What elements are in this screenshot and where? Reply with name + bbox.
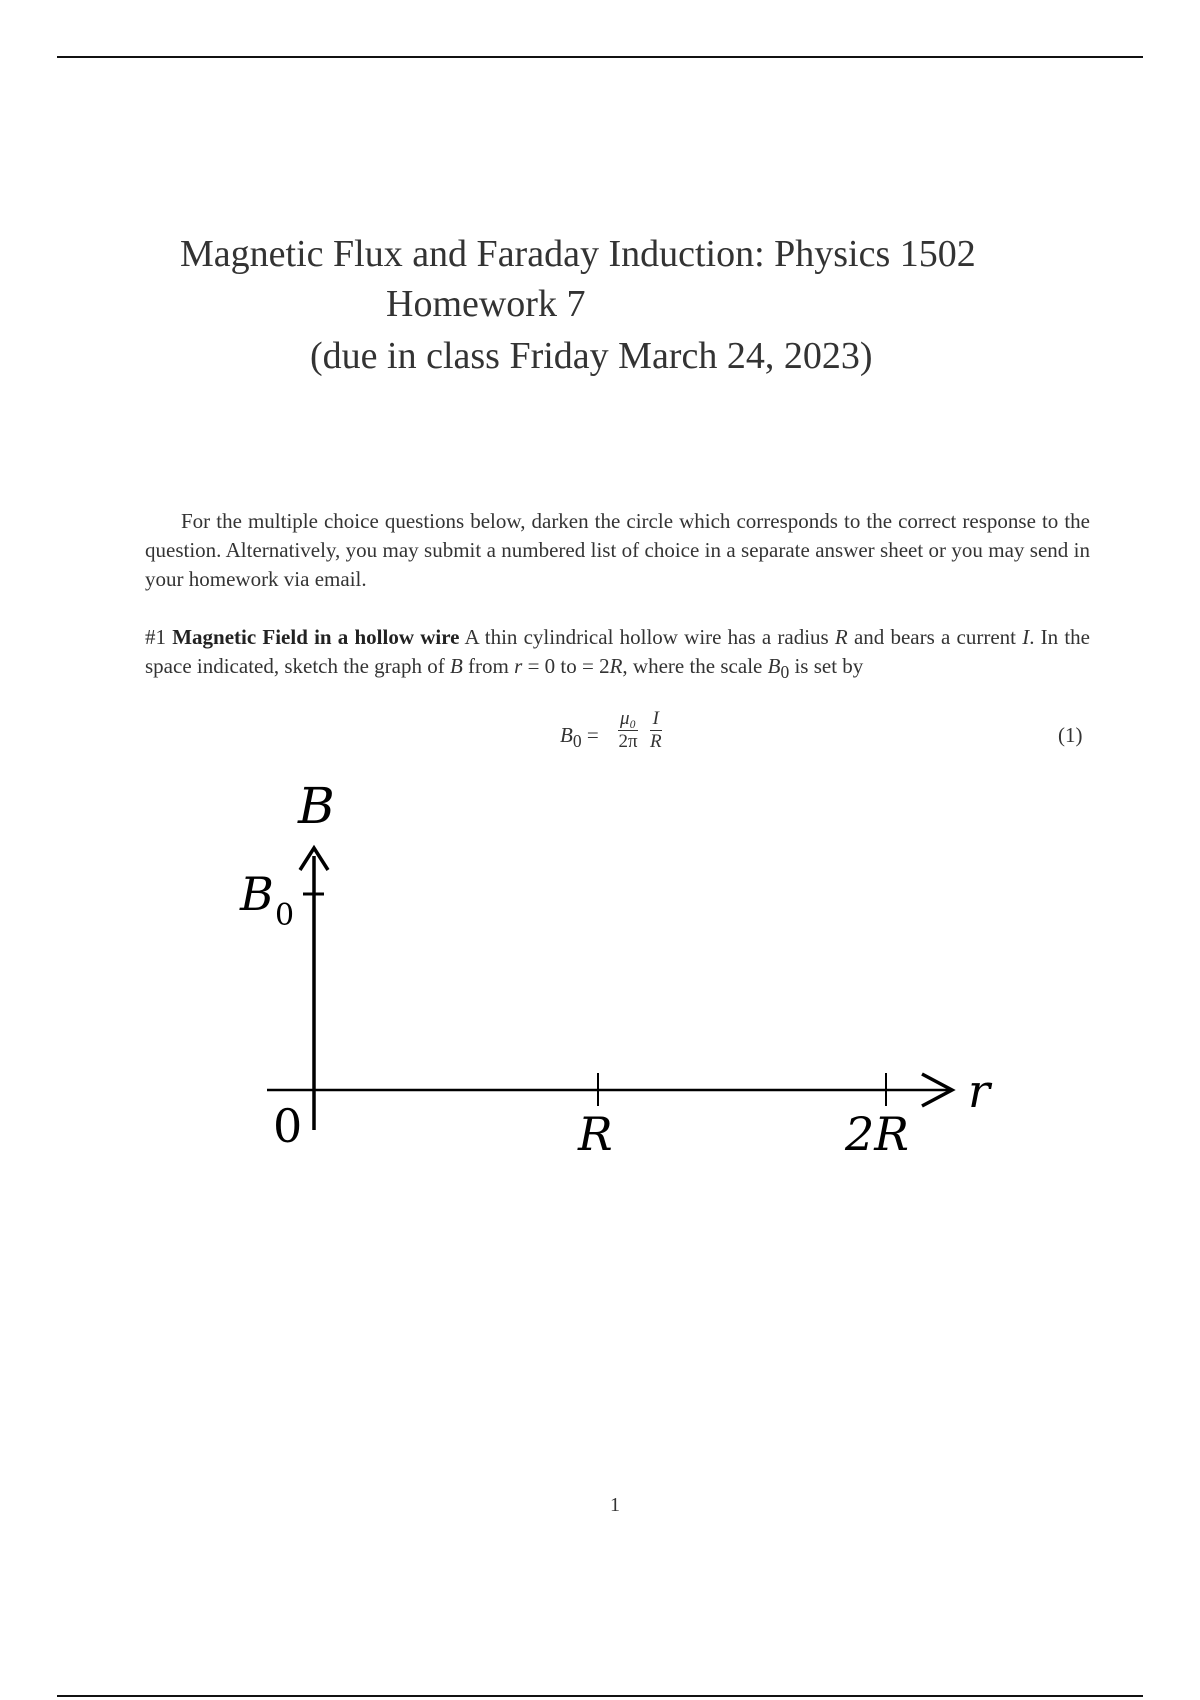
eq-equals: = <box>581 723 599 747</box>
eq-lhs-sub: 0 <box>572 731 582 752</box>
y-tick-label-sub: 0 <box>275 898 295 933</box>
frac2-numerator: I <box>650 708 662 731</box>
title-line-2: Homework 7 <box>386 283 586 325</box>
y-tick-label: B <box>240 867 274 921</box>
intro-paragraph: For the multiple choice questions below, darken the circle which corresponds to the correct response to the question. Alternatively, you may submit a numbered list of choice in a separate answer sheet or you may send in your homework via email. <box>145 509 1090 591</box>
problem-text-b: and bears a current <box>853 625 1016 649</box>
problem-text-c: . In the space indicated, sketch the graph of <box>145 625 1090 678</box>
title-line-3: (due in class Friday March 24, 2023) <box>310 335 873 377</box>
var-B0-sub: 0 <box>780 662 790 683</box>
problem-text-d: from <box>468 654 509 678</box>
var-R2: R <box>609 654 623 678</box>
eq-lhs-symbol: B <box>560 723 573 747</box>
problem-text-g: is set by <box>794 654 864 678</box>
page-number: 1 <box>610 1494 620 1516</box>
var-r: r <box>514 654 523 678</box>
x-tick-R-label: R <box>578 1107 613 1161</box>
var-B0: B <box>767 654 781 678</box>
title-line-1: Magnetic Flux and Faraday Induction: Physics 1502 <box>180 233 976 275</box>
frac2-denominator: R <box>650 731 662 752</box>
problem-text-f: , where the scale <box>622 654 763 678</box>
frac1-numerator: μ₀ <box>620 708 637 729</box>
problem-number: #1 <box>145 625 166 649</box>
x-tick-2R-label: 2R <box>845 1107 909 1161</box>
problem-heading: Magnetic Field in a hollow wire <box>172 625 460 649</box>
bottom-rule <box>57 1695 1143 1697</box>
x-axis-label: r <box>968 1064 990 1118</box>
var-B: B <box>449 654 463 678</box>
var-I: I <box>1022 625 1030 649</box>
origin-label: 0 <box>273 1099 303 1153</box>
frac1-denominator: 2π <box>618 731 638 752</box>
problem-text-a: A thin cylindrical hollow wire has a radius <box>464 625 829 649</box>
problem-text-e: = 0 to = 2 <box>527 654 610 678</box>
y-axis-label: B <box>298 777 335 835</box>
var-R: R <box>834 625 848 649</box>
equation-number: (1) <box>1058 723 1083 747</box>
